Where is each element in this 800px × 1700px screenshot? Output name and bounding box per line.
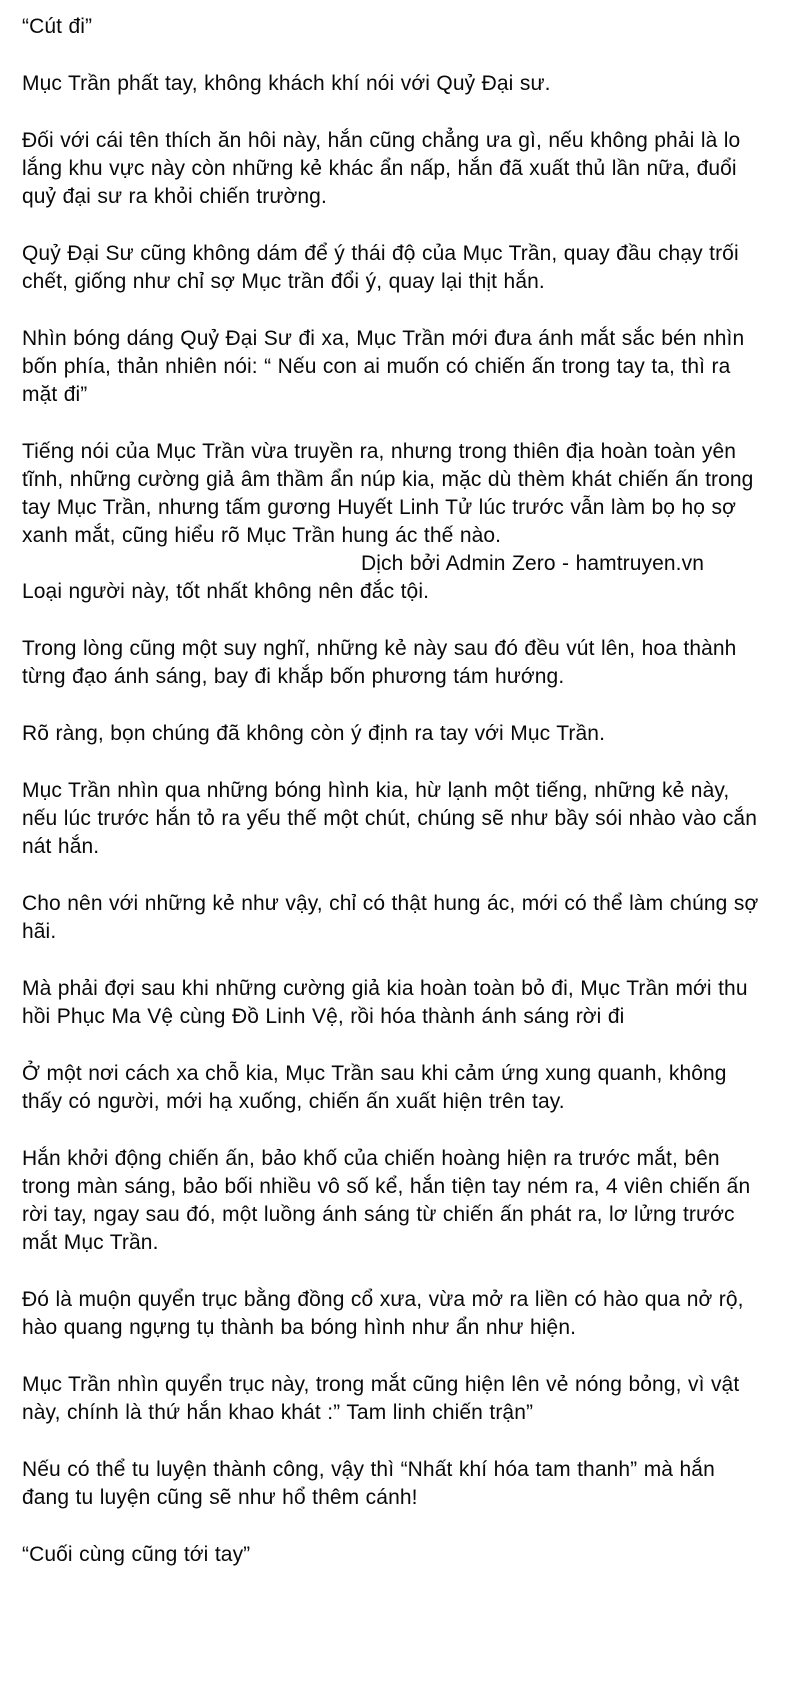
paragraph: “Cút đi” — [22, 15, 93, 38]
paragraph: Rõ ràng, bọn chúng đã không còn ý định ra tay với Mục Trần. — [22, 722, 605, 745]
paragraph: Hắn khởi động chiến ấn, bảo khố của chiến hoàng hiện ra trước mắt, bên trong màn sáng, bảo bối nhiều vô số kể, hắn tiện tay ném ra, 4 viên chiến ấn rời tay, ngay sau đó, một luồng ánh sáng từ chiến ấn phát ra, lơ lửng trước mắt Mục Trần. — [22, 1147, 751, 1254]
paragraph: Quỷ Đại Sư cũng không dám để ý thái độ của Mục Trần, quay đầu chạy trối chết, giống như chỉ sợ Mục trần đổi ý, quay lại thịt hắn. — [22, 242, 739, 293]
paragraph: Mà phải đợi sau khi những cường giả kia hoàn toàn bỏ đi, Mục Trần mới thu hồi Phục Ma Vệ cùng Đồ Linh Vệ, rồi hóa thành ánh sáng rời đi — [22, 977, 748, 1028]
paragraph: Đối với cái tên thích ăn hôi này, hắn cũng chẳng ưa gì, nếu không phải là lo lắng khu vực này còn những kẻ khác ẩn nấp, hắn đã xuất thủ lần nữa, đuổi quỷ đại sư ra khỏi chiến trường. — [22, 129, 741, 208]
paragraph: Loại người này, tốt nhất không nên đắc tội. — [22, 580, 430, 603]
paragraph: Trong lòng cũng một suy nghĩ, những kẻ này sau đó đều vút lên, hoa thành từng đạo ánh sáng, bay đi khắp bốn phương tám hướng. — [22, 637, 737, 688]
paragraph: Tiếng nói của Mục Trần vừa truyền ra, nhưng trong thiên địa hoàn toàn yên tĩnh, những cường giả âm thầm ẩn núp kia, mặc dù thèm khát chiến ấn trong tay Mục Trần, nhưng tấm gương Huyết Linh Tử lúc trước vẫn làm bọ họ sợ xanh mắt, cũng hiểu rõ Mục Trần hung ác thế nào. — [22, 440, 754, 547]
paragraph: Đó là muộn quyển trục bằng đồng cổ xưa, vừa mở ra liền có hào qua nở rộ, hào quang ngựng tụ thành ba bóng hình như ẩn như hiện. — [22, 1288, 744, 1339]
paragraph: Mục Trần nhìn qua những bóng hình kia, hừ lạnh một tiếng, những kẻ này, nếu lúc trước hắn tỏ ra yếu thế một chút, chúng sẽ như bầy sói nhào vào cắn nát hắn. — [22, 779, 757, 858]
paragraph: Cho nên với những kẻ như vậy, chỉ có thật hung ác, mới có thể làm chúng sợ hãi. — [22, 892, 759, 943]
paragraph: Mục Trần nhìn quyển trục này, trong mắt cũng hiện lên vẻ nóng bỏng, vì vật này, chính là thứ hắn khao khát :” Tam linh chiến trận” — [22, 1373, 740, 1424]
paragraph: Nếu có thể tu luyện thành công, vậy thì “Nhất khí hóa tam thanh” mà hắn đang tu luyện cũng sẽ như hổ thêm cánh! — [22, 1458, 715, 1509]
paragraph: Mục Trần phất tay, không khách khí nói với Quỷ Đại sư. — [22, 72, 551, 95]
translator-credit: Dịch bởi Admin Zero - hamtruyen.vn — [361, 552, 704, 575]
paragraph: Nhìn bóng dáng Quỷ Đại Sư đi xa, Mục Trần mới đưa ánh mắt sắc bén nhìn bốn phía, thản nhiên nói: “ Nếu con ai muốn có chiến ấn trong tay ta, thì ra mặt đi” — [22, 327, 745, 406]
paragraph: “Cuối cùng cũng tới tay” — [22, 1543, 251, 1566]
paragraph: Ở một nơi cách xa chỗ kia, Mục Trần sau khi cảm ứng xung quanh, không thấy có người, mới hạ xuống, chiến ấn xuất hiện trên tay. — [22, 1062, 727, 1113]
